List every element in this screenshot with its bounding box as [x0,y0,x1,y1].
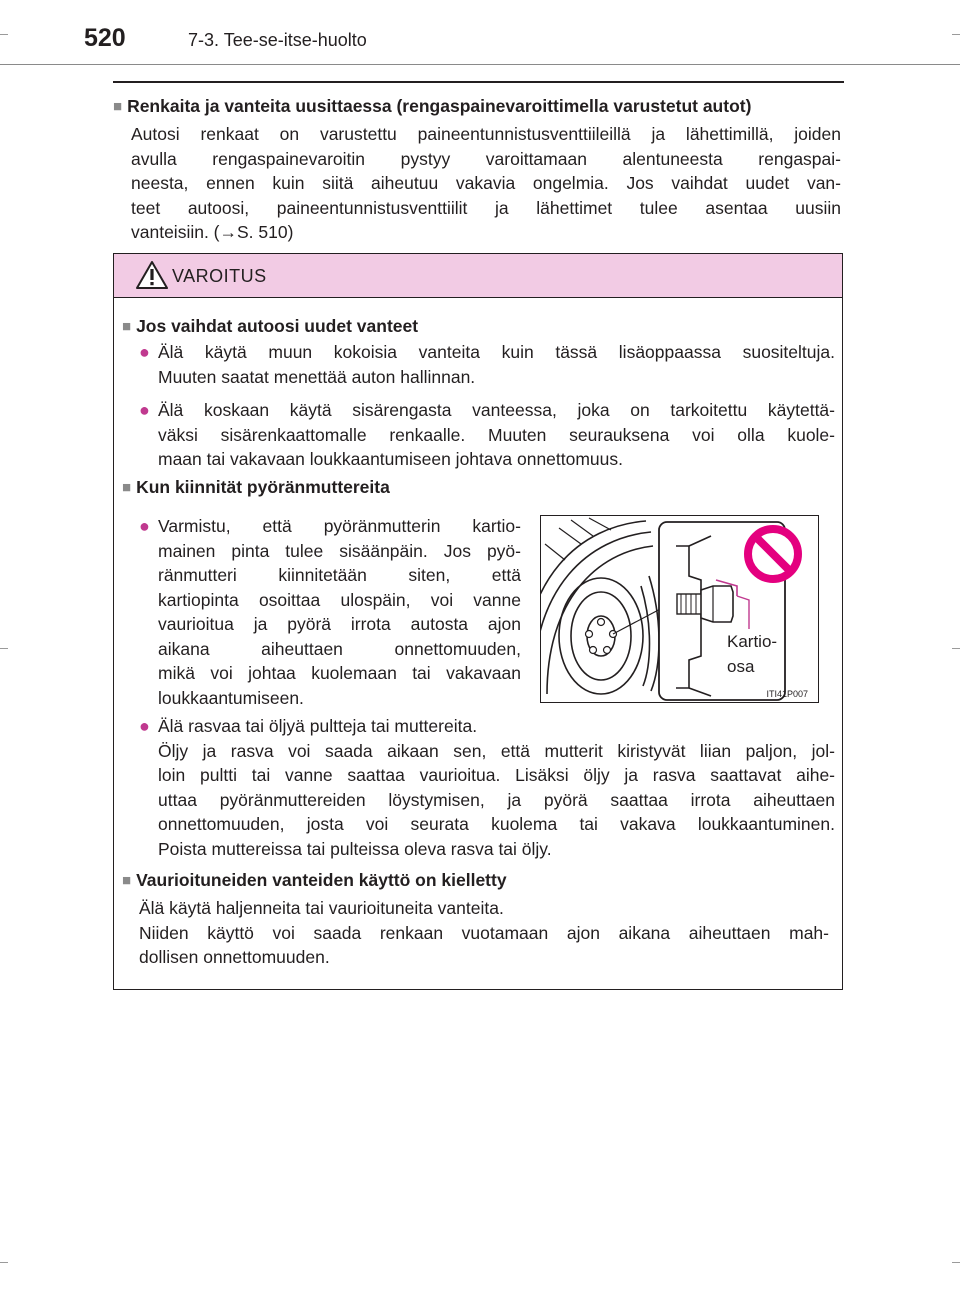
intro-line: Autosi renkaat on varustettu paineentunnistusventtiileillä ja lähettimillä, joiden [131,124,841,144]
bullet-line: Älä käytä muun kokoisia vanteita kuin tässä lisäoppaassa suositeltuja. [158,342,835,362]
bullet-dot-icon: ● [139,400,150,420]
bullet-text [158,398,835,472]
bullet-line: Poista muttereissa tai pulteissa oleva rasva tai öljy. [158,838,552,859]
intro-line: teet autoosi, paineentunnistusventtiilit ja lähettimet tulee asentaa uusiin [131,197,841,218]
bullet-text [158,714,835,861]
label-line: osa [727,657,755,676]
bullet-line: loukkaantumiseen. [158,687,304,708]
warning-header [114,254,842,298]
crop-mark [952,648,960,649]
bullet-line: Älä koskaan käytä sisärengasta vanteessa, joka on tarkoitettu käytettä- [158,400,835,420]
warning-section-heading [122,869,507,892]
bullet-dot-icon: ● [139,516,150,536]
bullet-text [158,514,521,710]
section-title: 7-3. Tee-se-itse-huolto [188,30,367,50]
warning-section-heading [122,476,390,499]
bullet-line: Älä rasvaa tai öljyä pultteja tai muttereita. [158,716,478,736]
body-line: Niiden käyttö voi saada renkaan vuotamaan ajon aikana aiheuttaen mah- [139,922,829,943]
bullet-line: uttaa pyöränmuttereiden löystymisen, ja pyörä saattaa irrota aiheuttaen [158,789,835,810]
warning-title: VAROITUS [172,266,267,286]
square-bullet-icon: ■ [113,98,123,115]
intro-paragraph [131,122,841,245]
tapered-part-label [727,629,777,679]
page-number: 520 [84,24,126,52]
label-line: Kartio- [727,632,778,651]
bullet-line: Öljy ja rasva voi saada aikaan sen, että mutterit kiristyvät liian paljon, jol- [158,740,835,761]
section-heading-text: Kun kiinnität pyöränmuttereita [136,477,390,497]
bullet-line: mainen pinta tulee sisäänpäin. Jos pyö- [158,540,521,561]
bullet-line: Muuten saatat menettää auton hallinnan. [158,366,476,387]
body-line: Älä käytä haljenneita tai vaurioituneita vanteita. [139,898,504,918]
content-divider [113,81,844,83]
bullet-line: kartiopinta osoittaa ulospäin, voi vanne [158,589,521,610]
intro-heading [113,95,751,118]
header-divider [0,64,960,65]
square-bullet-icon: ■ [122,479,132,496]
bullet-line: Varmistu, että pyöränmutterin kartio- [158,516,521,536]
figure-code: ITI41P007 [766,689,808,699]
wheel-nut-drawing [541,516,819,703]
intro-line: vanteisiin. (→S. 510) [131,222,294,242]
intro-heading-text: Renkaita ja vanteita uusittaessa (rengaspainevaroittimella varustetut autot) [127,96,752,116]
bullet-line: aikana aiheuttaen onnettomuuden, [158,638,521,659]
bullet-line: mikä voi johtaa kuolemaan tai vakavaan [158,663,521,683]
section-heading-text: Vaurioituneiden vanteiden käyttö on kielletty [136,870,507,890]
wheel-nut-illustration [540,515,819,703]
crop-mark [0,1262,8,1263]
warning-section-heading [122,315,418,338]
square-bullet-icon: ■ [122,318,132,335]
warning-triangle-icon [136,260,168,290]
page-header [0,0,960,62]
bullet-line: loin pultti tai vanne saattaa vaurioitua. Lisäksi öljy ja rasva saattavat aihe- [158,765,835,785]
bullet-line: onnettomuuden, josta voi seurata kuolema tai vakava loukkaantuminen. [158,814,835,834]
crop-mark [952,1262,960,1263]
bullet-line: ränmutteri kiinnitetään siten, että [158,565,521,585]
bullet-dot-icon: ● [139,716,150,736]
intro-line: neesta, ennen kuin siitä aiheutuu vakavia ongelmia. Jos vaihdat uudet van- [131,173,841,193]
bullet-text [158,340,835,389]
crop-mark [0,648,8,649]
bullet-dot-icon: ● [139,342,150,362]
section-heading-text: Jos vaihdat autoosi uudet vanteet [136,316,419,336]
body-line: dollisen onnettomuuden. [139,947,330,967]
bullet-line: väksi sisärenkaattomalle renkaalle. Muuten seurauksena voi olla kuole- [158,424,835,445]
square-bullet-icon: ■ [122,872,132,889]
section3-text [139,896,829,970]
bullet-line: maan tai vakavaan loukkaantumiseen johtava onnettomuus. [158,449,624,469]
intro-line: avulla rengaspainevaroitin pystyy varoittamaan alentuneesta rengaspai- [131,148,841,169]
bullet-line: vaurioitua ja pyörä irrota autosta ajon [158,614,521,634]
